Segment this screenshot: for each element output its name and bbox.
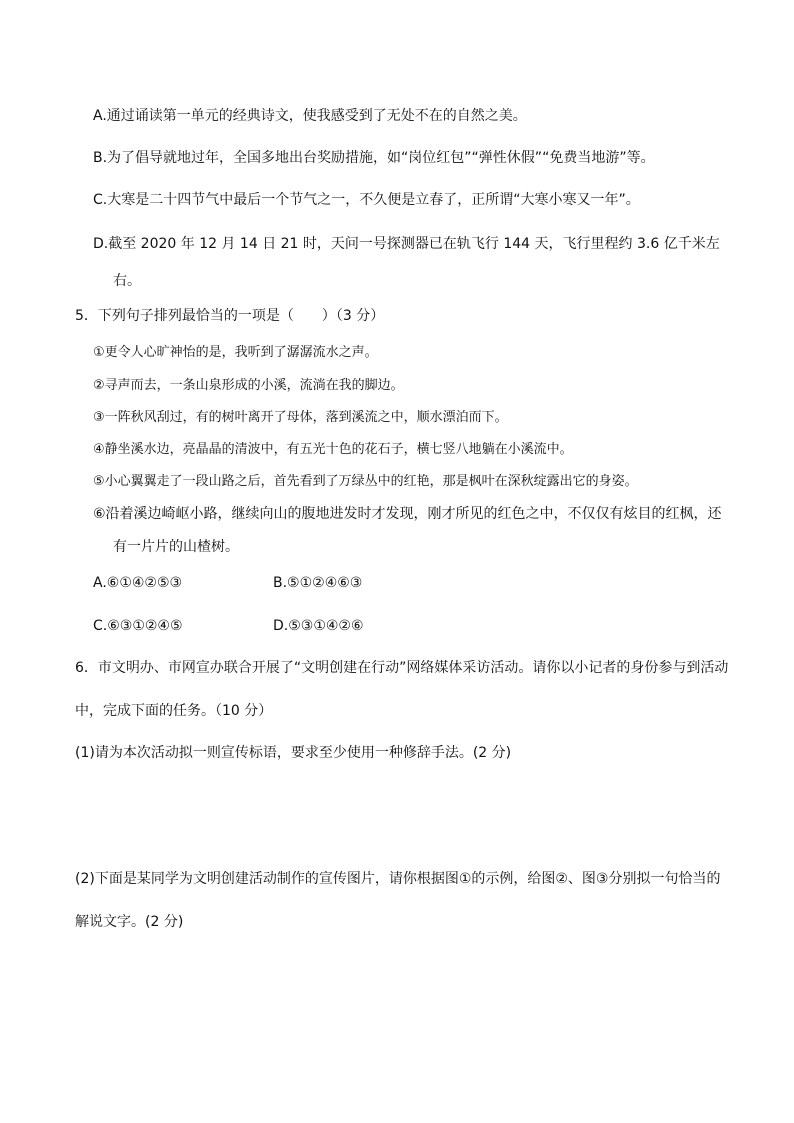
q6-subquestion-2: (2)下面是某同学为文明创建活动制作的宣传图片，请你根据图①的示例，给图②、图③分别拟一句恰当的 <box>75 871 721 887</box>
q5-sentence-6-continued: 有一片片的山楂树。 <box>113 539 239 555</box>
q6-stem-continued: 中，完成下面的任务。（10 分） <box>75 703 273 719</box>
q6-subquestion-1: (1)请为本次活动拟一则宣传标语，要求至少使用一种修辞手法。(2 分) <box>75 745 512 761</box>
q5-sentence-1: ①更令人心旷神怡的是，我听到了潺潺流水之声。 <box>93 345 378 360</box>
q5-option-d: D.⑤③①④②⑥ <box>273 618 364 634</box>
q5-sentence-2: ②寻声而去，一条山泉形成的小溪，流淌在我的脚边。 <box>93 378 404 393</box>
q5-sentence-6: ⑥沿着溪边崎岖小路，继续向山的腹地进发时才发现，刚才所见的红色之中，不仅仅有炫目的红枫，还 <box>93 506 722 522</box>
q6-stem: 6．市文明办、市网宣办联合开展了“文明创建在行动”网络媒体采访活动。请你以小记者的身份参与到活动 <box>75 660 729 676</box>
q5-sentence-5: ⑤小心翼翼走了一段山路之后，首先看到了万绿丛中的红艳，那是枫叶在深秋绽露出它的身姿。 <box>93 474 638 489</box>
q4-option-b: B.为了倡导就地过年，全国多地出台奖励措施，如“岗位红包”“弹性休假”“免费当地游”等。 <box>93 150 655 166</box>
q5-option-c: C.⑥③①②④⑤ <box>93 618 183 634</box>
q5-option-b: B.⑤①②④⑥③ <box>273 575 363 591</box>
q4-option-c: C.大寒是二十四节气中最后一个节气之一，不久便是立春了，正所谓“大寒小寒又一年”。 <box>93 192 640 208</box>
q5-option-a: A.⑥①④②⑤③ <box>93 575 183 591</box>
q4-option-d-continued: 右。 <box>113 273 141 289</box>
q5-sentence-3: ③一阵秋风刮过，有的树叶离开了母体，落到溪流之中，顺水漂泊而下。 <box>93 410 508 425</box>
q4-option-d: D.截至 2020 年 12 月 14 日 21 时，天问一号探测器已在轨飞行 144 天，飞行里程约 3.6 亿千米左 <box>93 236 720 252</box>
q4-option-a: A.通过诵读第一单元的经典诗文，使我感受到了无处不在的自然之美。 <box>93 108 527 124</box>
q6-subquestion-2-continued: 解说文字。(2 分) <box>75 914 184 930</box>
q5-sentence-4: ④静坐溪水边，亮晶晶的清波中，有五光十色的花石子，横七竖八地躺在小溪流中。 <box>93 442 573 457</box>
q5-stem: 5．下列句子排列最恰当的一项是（ ）（3 分） <box>75 308 385 324</box>
